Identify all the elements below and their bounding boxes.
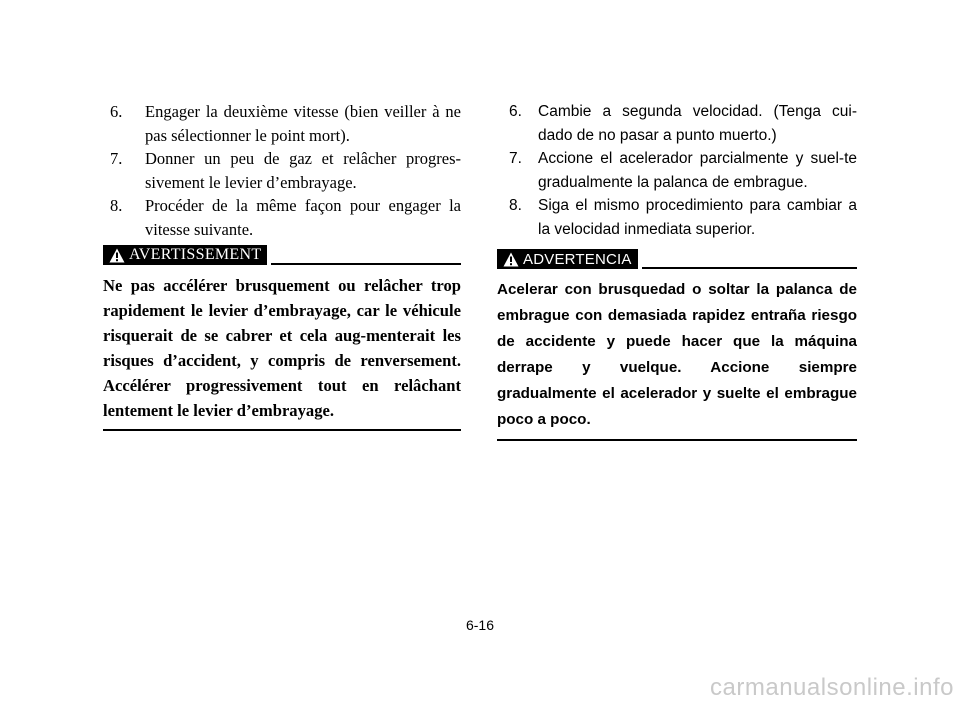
- step-number: 8.: [110, 196, 123, 215]
- page-number: 6-16: [465, 617, 495, 633]
- step-number: 6.: [509, 103, 522, 120]
- french-steps: [103, 100, 461, 241]
- step-text: Engager la deuxième vitesse (bien veiller à ne pas sélectionner le point mort).: [145, 102, 461, 145]
- warning-end-rule: [497, 439, 857, 441]
- spanish-warning-label: ADVERTENCIA: [497, 249, 638, 269]
- step-text: Cambie a segunda velocidad. (Tenga cui-dado de no pasar a punto muerto.): [538, 103, 857, 144]
- french-warning-label: AVERTISSEMENT: [103, 245, 267, 265]
- spanish-step-8: [497, 194, 857, 241]
- step-text: Donner un peu de gaz et relâcher progres-sivement le levier d’embrayage.: [145, 149, 461, 192]
- step-number: 7.: [509, 150, 522, 167]
- step-number: 8.: [509, 197, 522, 214]
- spanish-steps: [497, 100, 857, 241]
- step-text: Siga el mismo procedimiento para cambiar a la velocidad inmediata superior.: [538, 197, 857, 238]
- step-number: 6.: [110, 102, 123, 121]
- step-text: Accione el acelerador parcialmente y suel-te gradualmente la palanca de embrague.: [538, 150, 857, 191]
- spanish-warning-header: [497, 249, 857, 269]
- spanish-step-7: [497, 147, 857, 194]
- watermark: carmanualsonline.info: [710, 674, 954, 701]
- french-column: [103, 100, 461, 431]
- spanish-warning-text: Acelerar con brusquedad o soltar la palanca de embrague con demasiada rapidez entraña riesgo de accidente y puede hacer que la máquina derrape y vuelque. Accione siempre gradualmente el acelerador y suelte el embrague poco a poco.: [497, 281, 857, 428]
- warning-end-rule: [103, 429, 461, 431]
- french-warning-text: Ne pas accélérer brusquement ou relâcher trop rapidement le levier d’embrayage, car le véhicule risquerait de se cabrer et cela aug-menterait les risques d’accident, y compris de renversement. Accélérer progressivement tout en relâchant lentement le levier d’embrayage.: [103, 276, 461, 420]
- step-text: Procéder de la même façon pour engager la vitesse suivante.: [145, 196, 461, 239]
- french-step-8: [103, 194, 461, 241]
- warning-triangle-icon: [109, 248, 125, 263]
- warning-rule: [642, 267, 857, 269]
- spanish-column: [497, 100, 857, 441]
- warning-triangle-icon: [503, 252, 519, 267]
- spanish-step-6: [497, 100, 857, 147]
- step-number: 7.: [110, 149, 123, 168]
- warning-rule: [271, 263, 461, 265]
- french-step-7: [103, 147, 461, 194]
- french-step-6: [103, 100, 461, 147]
- french-warning-header: [103, 245, 461, 265]
